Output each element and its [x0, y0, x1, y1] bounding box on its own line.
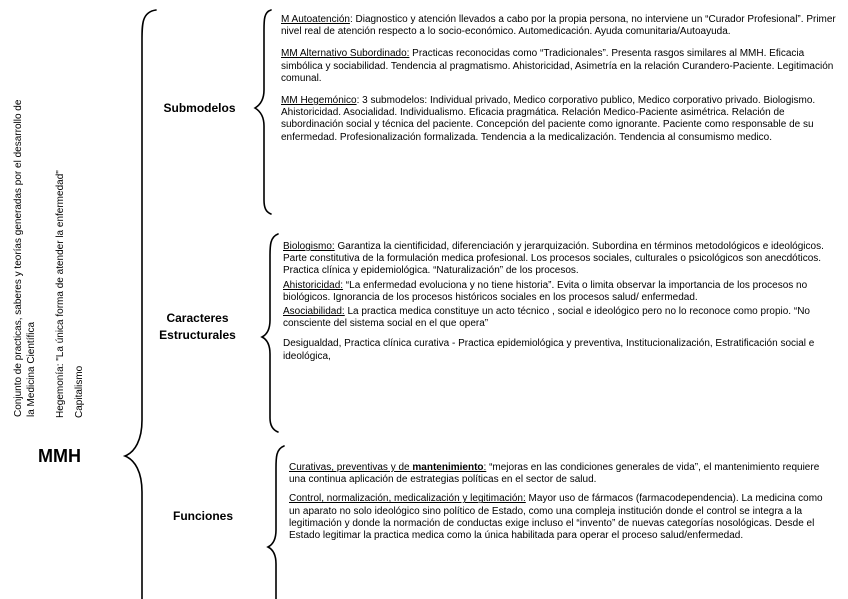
item-desigualdad: Desigualdad, Practica clínica curativa - Practica epidemiológica y preventiva, Institucionalización, Estratificación social e ideológica, [283, 338, 815, 362]
submodelos-block [281, 14, 837, 149]
funciones-block [289, 462, 834, 547]
item-biologismo: Biologismo: Garantiza la cientificidad, diferenciación y jerarquización. Subordina en términos metodológicos e ideológicos. Parte constitutiva de la formulación medica profesional. Los procesos sociales, culturales o psicológicos son anecdóticos. Practica clínica y epidemiológica. “Naturalización” de los procesos. [283, 241, 824, 277]
funciones-brace [268, 446, 284, 599]
item-alternativo: MM Alternativo Subordinado: Practicas reconocidas como “Tradicionales”. Presenta rasgos similares al MMH. Eficacia simbólica y sociabilidad. Tendencia al pragmatismo. Ahistoricidad, Asimetría en la relación Curandero-Paciente. Legitimación comunal. [281, 48, 834, 84]
definition-label: Conjunto de practicas, saberes y teorías generadas por el desarrollo de la Medicina Científica [13, 99, 37, 417]
caracteres-block [283, 241, 835, 368]
item-curativas: Curativas, preventivas y de mantenimiento: “mejoras en las condiciones generales de vida”, el mantenimiento requiere una continua aplicación de estrategias políticas en el sector de salud. [289, 462, 820, 486]
item-asociabilidad: Asociabilidad: La practica medica constituye un acto técnico , social e ideológico pero no lo reconoce como propio. “No consciente del sistema social en el que opera” [283, 306, 810, 330]
caracteres-brace [262, 234, 278, 432]
submodelos-brace [255, 10, 271, 214]
caracteres-label: Caracteres Estructurales [159, 311, 236, 342]
item-autoatencion: M Autoatención: Diagnostico y atención llevados a cabo por la propia persona, no interviene un “Curador Profesional”. Primer nivel real de atención respecto a lo socio-económico. Automedicación. Ayuda comunitaria/Autoayuda. [281, 14, 836, 38]
capitalismo-label: Capitalismo [74, 365, 85, 418]
submodelos-label: Submodelos [163, 101, 236, 115]
item-control: Control, normalización, medicalización y legitimación: Mayor uso de fármacos (farmacodependencia). La medicina como un aparato no solo ideológico sino político de Estado, como una compleja institución donde el control se integra a la legitimación y donde la normación de conductas exige incluso el “invento” de nuevas categorías nosológicas. Desde el Estado legitimar la practica medica como la única habilitada para operar el proceso salud/enfermedad. [289, 493, 823, 542]
funciones-label: Funciones [172, 509, 233, 523]
diagram-title: MMH [38, 446, 81, 466]
hegemonia-label: Hegemonía: "La única forma de atender la enfermedad" [55, 170, 66, 418]
item-ahistoricidad: Ahistoricidad: “La enfermedad evoluciona y no tiene historia”. Evita o limita observar la importancia de los procesos no biológicos. Ignorancia de los procesos históricos sociales en los procesos salud/ enfermedad. [283, 279, 808, 303]
item-hegemonico: MM Hegemónico: 3 submodelos: Individual privado, Medico corporativo publico, Medico corporativo privado. Biologismo. Ahistoricidad. Asocialidad. Individualismo. Eficacia pragmática. Relación Medico-Paciente asimétrica. Relación de subordinación social y técnica del paciente. Concepción del paciente como ignorante. Paciente como responsable de su enfermedad. Profesionalización formalizada. Tendencia a la medicalización. Tendencia al consumismo medico. [281, 95, 816, 143]
